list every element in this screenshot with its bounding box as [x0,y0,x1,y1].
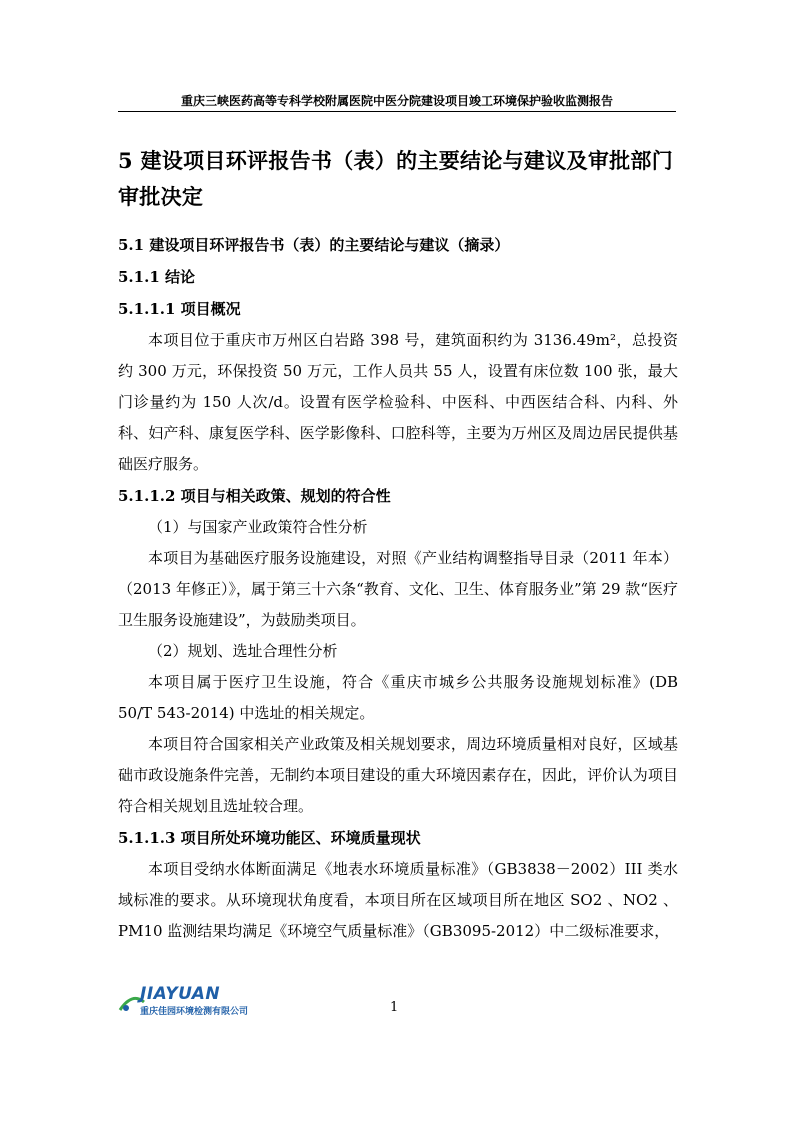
section-heading-5-1-1-1: 5.1.1.1 项目概况 [118,300,241,318]
paragraph-policy: 本项目为基础医疗服务设施建设，对照《产业结构调整指导目录（2011 年本）（2013 年修正）》，属于第三十六条“教育、文化、卫生、体育服务业”第 29 款“医疗卫生服务设施建设”，为鼓励类项目。 [118,549,678,629]
paragraph-planning-2: 本项目符合国家相关产业政策及相关规划要求，周边环境质量相对良好，区域基础市政设施条件完善，无制约本项目建设的重大环境因素存在，因此，评价认为项目符合相关规划且选址较合理。 [118,735,678,815]
header-divider [118,111,676,112]
subheading-planning: （2）规划、选址合理性分析 [148,642,338,660]
paragraph-planning-1: 本项目属于医疗卫生设施，符合《重庆市城乡公共服务设施规划标准》(DB 50/T 543-2014) 中选址的相关规定。 [118,673,678,722]
paragraph-overview: 本项目位于重庆市万州区白岩路 398 号，建筑面积约为 3136.49m²，总投资约 300 万元，环保投资 50 万元，工作人员共 55 人，设置有床位数 100 张，最大门诊量约为 150 人次/d。设置有医学检验科、中医科、中西医结合科、内科、外科、妇产科、康复医学科、医学影像科、口腔科等，主要为万州区及周边居民提供基础医疗服务。 [118,331,678,473]
section-heading-5-1: 5.1 建设项目环评报告书（表）的主要结论与建议（摘录） [118,236,510,254]
section-heading-5-1-1-2: 5.1.1.2 项目与相关政策、规划的符合性 [118,487,391,505]
paragraph-environment: 本项目受纳水体断面满足《地表水环境质量标准》（GB3838－2002）III 类水域标准的要求。从环境现状角度看，本项目所在区域项目所在地区 SO2 、NO2 、PM10 监测结果均满足《环境空气质量标准》（GB3095-2012）中二级标准要求， [118,860,678,940]
chapter-title: 5 建设项目环评报告书（表）的主要结论与建议及审批部门审批决定 [118,148,674,209]
section-heading-5-1-1: 5.1.1 结论 [118,268,195,286]
page-number: 1 [390,1000,399,1015]
section-heading-5-1-1-3: 5.1.1.3 项目所处环境功能区、环境质量现状 [118,829,421,847]
company-name: 重庆佳园环境检测有限公司 [140,1007,249,1017]
running-header: 重庆三峡医药高等专科学校附属医院中医分院建设项目竣工环境保护验收监测报告 [180,94,613,108]
subheading-policy: （1）与国家产业政策符合性分析 [148,518,368,536]
document-body [118,143,678,947]
company-logo-text: JIAYUAN [140,984,221,1004]
